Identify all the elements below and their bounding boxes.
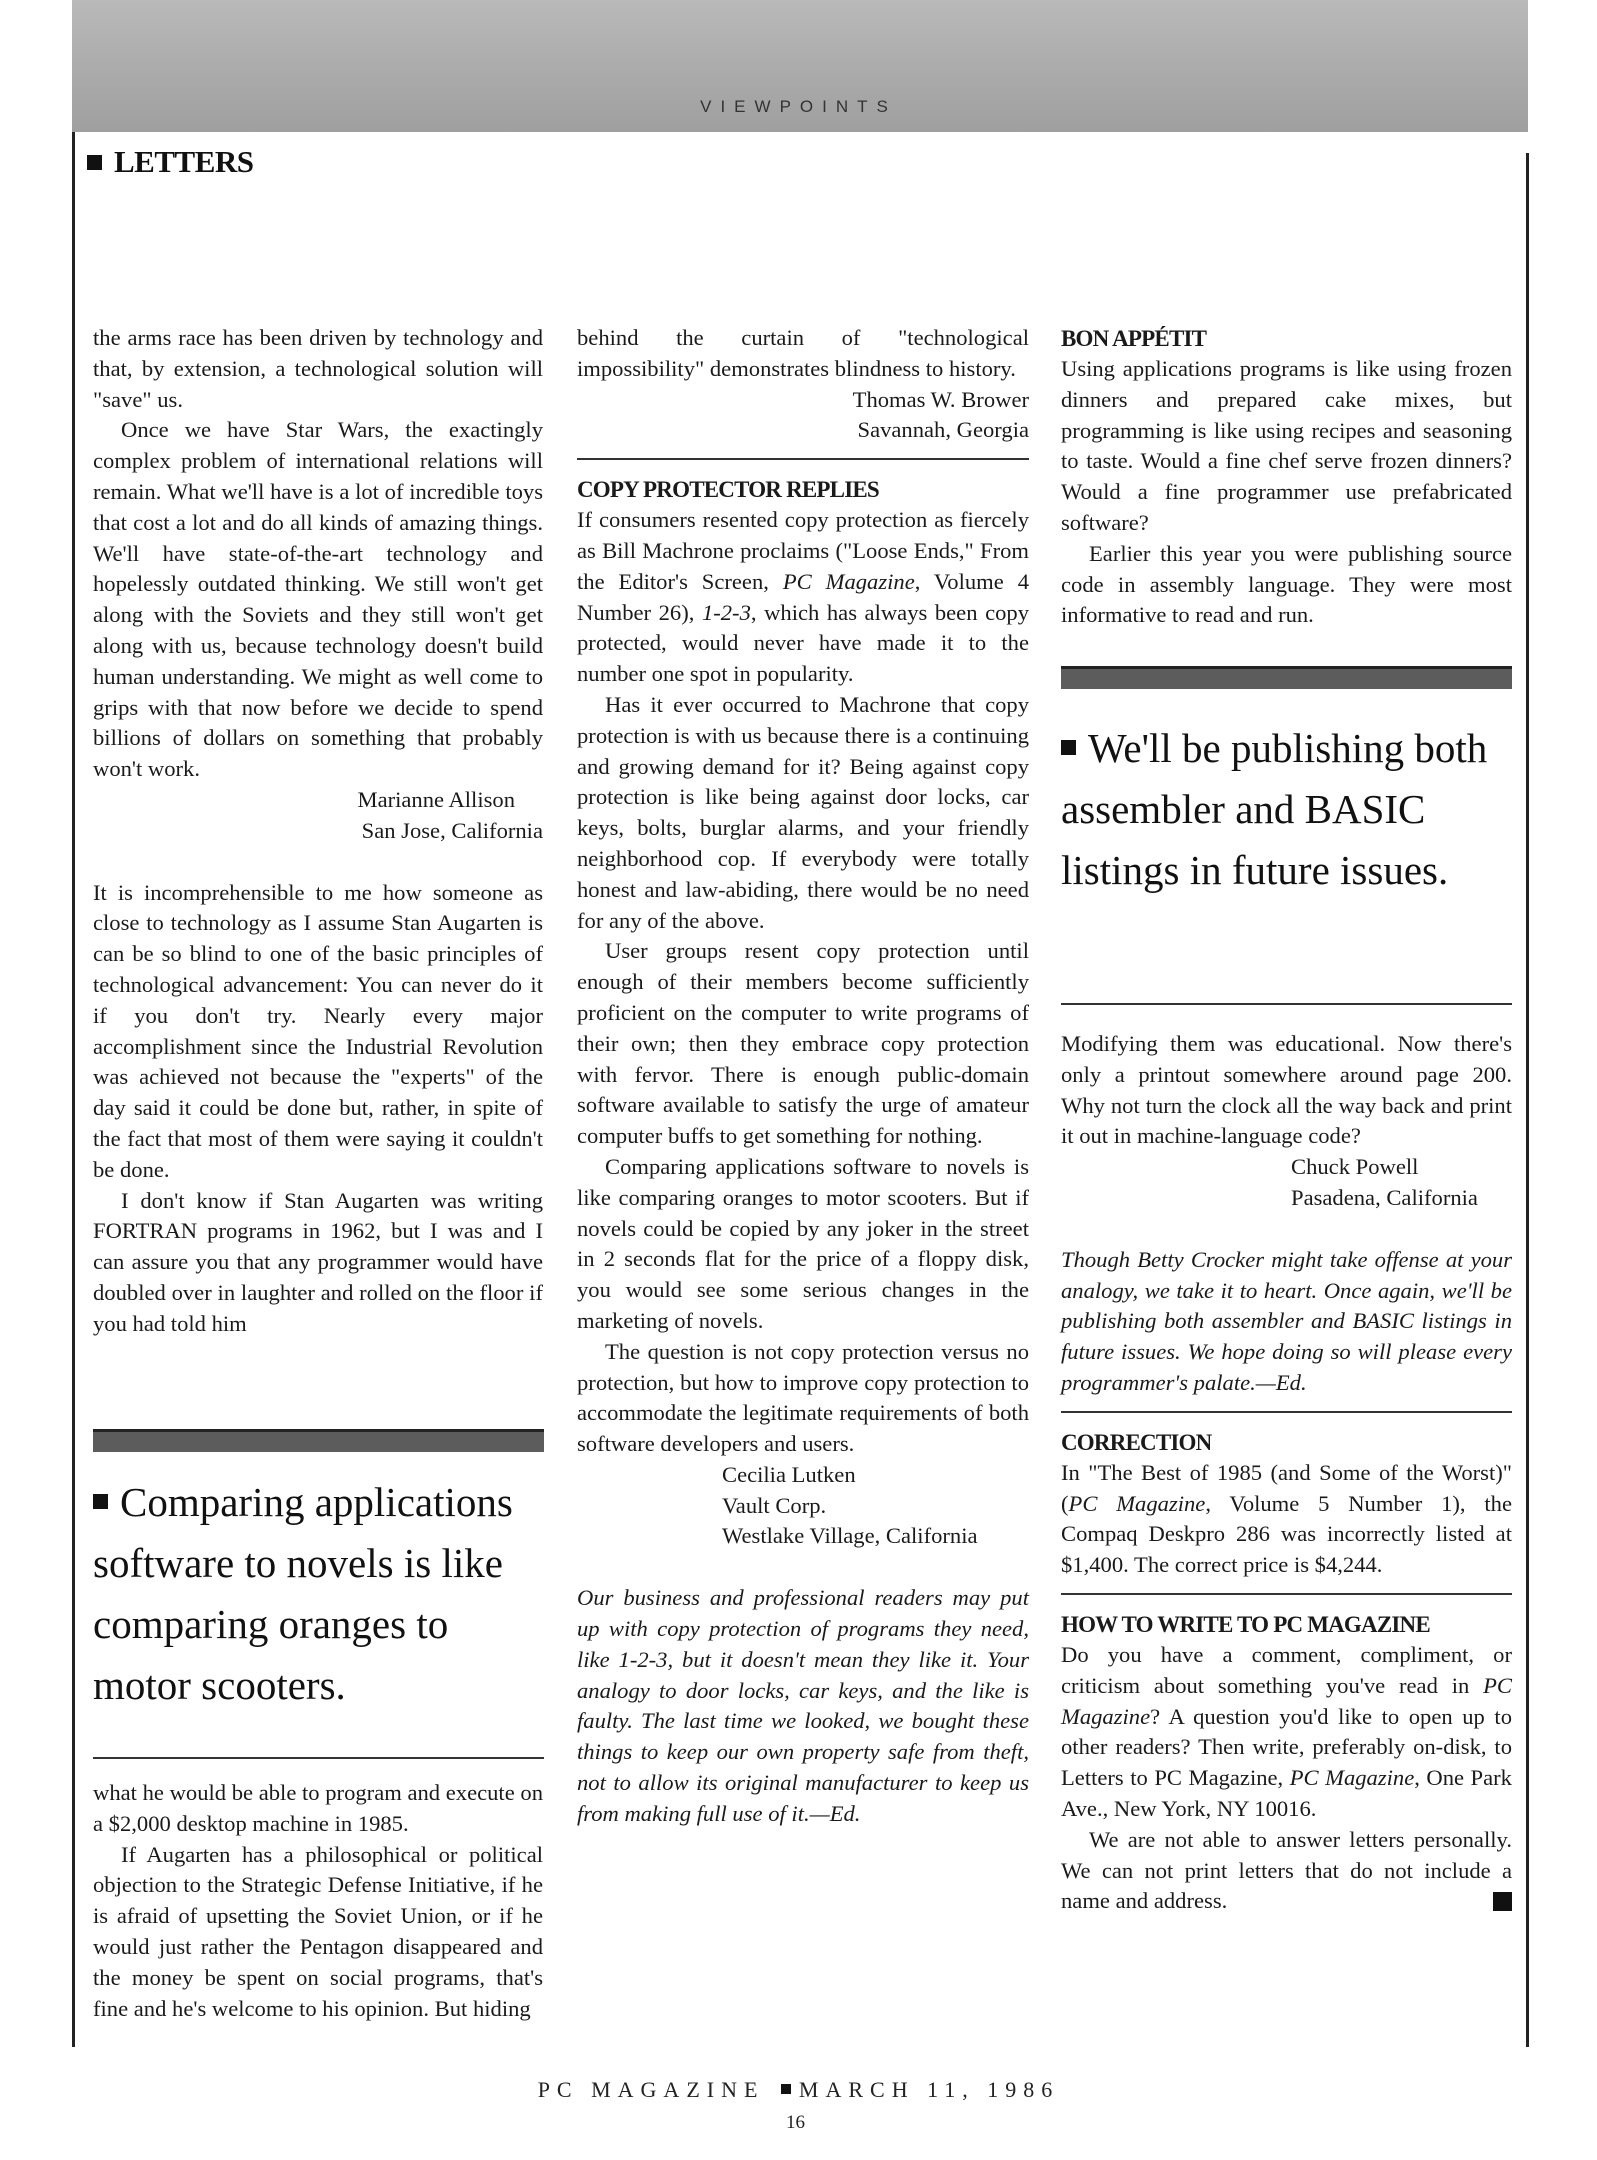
col3-editor-reply: Though Betty Crocker might take offense at your analogy, we take it to heart. Once again, we'll be publishing both assembler and BASIC listings in future issues. We hope doing so will please every programmer's palate.—Ed.	[1061, 1246, 1512, 1395]
col2-p2-part-e: , which has always been copy protected, would never have made it to the number one spot in popularity.	[577, 599, 1029, 687]
col3-p5-part-a: Do you have a comment, compliment, or criticism about something you've read in	[1061, 1641, 1512, 1698]
col3-pull-quote-rule	[1061, 1003, 1512, 1005]
col3-paragraph-5	[1061, 1640, 1512, 1825]
col2-signature2-name: Cecilia Lutken	[722, 1461, 856, 1487]
col3-heading-2: CORRECTION	[1061, 1429, 1212, 1455]
col3-signature-place: Pasadena, California	[1291, 1184, 1478, 1210]
end-mark-icon	[1493, 1892, 1512, 1911]
col2-p2-part-a: If consumers resented copy protection as fiercely as Bill Machrone proclaims ("Loose Ends," From the Editor's Screen,	[577, 507, 1029, 594]
col2-paragraph-3: Has it ever occurred to Machrone that copy protection is with us because there is a continuing and growing demand for it? Being against copy protection is like being against door locks, car keys, bolts, burglar alarms, and your friendly neighborhood cop. If everybody were totally honest and law-abiding, there would be no need for any of the above.	[577, 691, 1029, 933]
col2-p2-magazine: PC Magazine	[782, 568, 915, 594]
col2-p2-product: 1-2-3	[701, 599, 751, 625]
column-3-top	[1061, 323, 1512, 631]
page-number: 16	[786, 2112, 805, 2133]
col3-paragraph-4	[1061, 1458, 1512, 1581]
col1-paragraph-6: If Augarten has a philosophical or political objection to the Strategic Defense Initiative, if he is afraid of upsetting the Soviet Union, or if he would just rather the Pentagon disappeared and the money be spent on social programs, that's fine and he's welcome to his opinion. But hiding	[93, 1841, 543, 2021]
column-1-bottom	[93, 1778, 543, 2024]
col3-p5-part-e: , One Park Ave., New York, NY 10016.	[1061, 1765, 1512, 1821]
col3-paragraph-2: Earlier this year you were publishing source code in assembly language. They were most informative to read and run.	[1061, 540, 1512, 628]
column-1-top	[93, 323, 543, 1340]
col1-pull-quote-rule	[93, 1757, 544, 1759]
col3-paragraph-3: Modifying them was educational. Now there's only a printout somewhere around page 200. Why not turn the clock all the way back and print it out in machine-language code?	[1061, 1031, 1512, 1149]
col3-p5-magazine-2: PC Magazine	[1289, 1765, 1415, 1791]
col3-p4-part-a: In "The Best of 1985 (and Some of the Worst)" (	[1061, 1459, 1512, 1516]
col2-signature2-place: Westlake Village, California	[722, 1523, 978, 1549]
col2-rule-1	[577, 458, 1029, 460]
footer-date: MARCH 11, 1986	[798, 2077, 1060, 2102]
col1-paragraph-4: I don't know if Stan Augarten was writing FORTRAN programs in 1962, but I was and I can assure you that any programmer would have doubled over in laughter and rolled on the floor if you had told him	[93, 1187, 543, 1336]
col3-paragraph-6	[1061, 1825, 1512, 1917]
col2-signature-place: Savannah, Georgia	[857, 417, 1029, 443]
footer-publication: PC MAGAZINE	[537, 2077, 765, 2102]
col3-p5-part-c: ? A question you'd like to open up to other readers? Then write, preferably on-disk, to Letters to PC Magazine,	[1061, 1703, 1512, 1791]
col3-pull-quote-text: We'll be publishing both assembler and BASIC listings in future issues.	[1061, 725, 1488, 893]
col3-rule-1	[1061, 1411, 1512, 1413]
col3-signature-name: Chuck Powell	[1291, 1154, 1419, 1180]
col2-heading: COPY PROTECTOR REPLIES	[577, 477, 879, 503]
column-3-bottom	[1061, 1029, 1512, 1917]
col3-heading-3: HOW TO WRITE TO PC MAGAZINE	[1061, 1611, 1430, 1637]
column-2	[577, 323, 1029, 1830]
footer-bullet-icon	[781, 2084, 791, 2094]
col3-rule-2	[1061, 1593, 1512, 1595]
pull-quote-bullet-icon	[1061, 740, 1076, 755]
col1-paragraph-2: Once we have Star Wars, the exactingly complex problem of international relations will remain. What we'll have is a lot of incredible toys that cost a lot and do all kinds of amazing things. We'll have state-of-the-art technology and hopelessly outdated thinking. We still won't get along with the Soviets and they still won't get along with us, because technology doesn't build human understanding. We might as well come to grips with that now before we decide to spend billions of dollars on something that probably won't work.	[93, 417, 543, 782]
pull-quote-bullet-icon	[93, 1494, 108, 1509]
col1-paragraph-1: the arms race has been driven by technology and that, by extension, a technological solution will "save" us.	[93, 325, 543, 412]
frame-left-rule	[72, 132, 75, 2047]
col1-signature-place: San Jose, California	[361, 817, 543, 843]
col3-pull-quote	[1061, 718, 1521, 901]
col3-paragraph-1: Using applications programs is like using frozen dinners and prepared cake mixes, but programming is like using recipes and seasoning to taste. Would a fine chef serve frozen dinners? Would a fine programmer use prefabricated software?	[1061, 356, 1512, 535]
col3-p4-part-c: , Volume 5 Number 1), the Compaq Deskpro 286 was incorrectly listed at $1,400. The correct price is $4,244.	[1061, 1490, 1512, 1578]
col1-paragraph-3: It is incomprehensible to me how someone as close to technology as I assume Stan Augarten is can be so blind to one of the basic principles of technological advancement: You can never do it if you don't try. Nearly every major accomplishment since the Industrial Revolution was achieved not because the "experts" of the day said it could be done but, rather, in spite of the fact that most of them were saying it couldn't be done.	[93, 879, 543, 1182]
col2-p2-part-c: , Volume 4 Number 26),	[577, 568, 1029, 625]
col3-p6-text: We are not able to answer letters personally. We can not print letters that do not include a name and address.	[1061, 1826, 1512, 1914]
col2-editor-reply: Our business and professional readers may put up with copy protection of programs they need, like 1-2-3, but it doesn't mean they like it. Your analogy to door locks, car keys, and the like is faulty. The last time we looked, we bought these things to keep our own property safe from theft, not to allow its original manufacturer to keep us from making full use of it.—Ed.	[577, 1585, 1029, 1826]
col2-paragraph-5: Comparing applications software to novels is like comparing oranges to motor scooters. But if novels could be copied by any joker in the street in 2 seconds flat for the price of a floppy disk, you would see some serious changes in the marketing of novels.	[577, 1153, 1029, 1333]
col1-signature-name: Marianne Allison	[357, 786, 515, 812]
footer-line	[0, 2077, 1597, 2103]
frame-right-rule	[1526, 153, 1529, 2047]
section-label: VIEWPOINTS	[700, 97, 897, 116]
col2-paragraph-4: User groups resent copy protection until enough of their members become sufficiently proficient on the computer to write programs of their own; then they embrace copy protection with fervor. There is enough public-domain software available to satisfy the urge of amateur computer buffs to get something for nothing.	[577, 938, 1029, 1149]
bullet-square-icon	[87, 155, 102, 170]
col3-heading-1: BON APPÉTIT	[1061, 326, 1207, 351]
col1-pull-quote-text: Comparing applications software to novels is like comparing oranges to motor scooters.	[93, 1479, 513, 1708]
col2-paragraph-1: behind the curtain of "technological impossibility" demonstrates blindness to history.	[577, 325, 1029, 381]
letters-title-text: LETTERS	[114, 144, 254, 179]
col1-pull-quote-bar	[93, 1429, 544, 1452]
col3-pull-quote-bar	[1061, 666, 1512, 689]
letters-title	[87, 144, 254, 180]
col3-p4-magazine: PC Magazine	[1068, 1490, 1206, 1516]
col2-signature-name: Thomas W. Brower	[852, 386, 1029, 412]
col3-p5-magazine: PC Magazine	[1061, 1672, 1512, 1729]
col1-pull-quote	[93, 1472, 553, 1716]
col2-paragraph-2	[577, 505, 1029, 690]
col1-paragraph-5: what he would be able to program and execute on a $2,000 desktop machine in 1985.	[93, 1780, 543, 1836]
col2-signature2-org: Vault Corp.	[722, 1492, 827, 1518]
col2-paragraph-6: The question is not copy protection versus no protection, but how to improve copy protection to accommodate the legitimate requirements of both software developers and users.	[577, 1338, 1029, 1457]
